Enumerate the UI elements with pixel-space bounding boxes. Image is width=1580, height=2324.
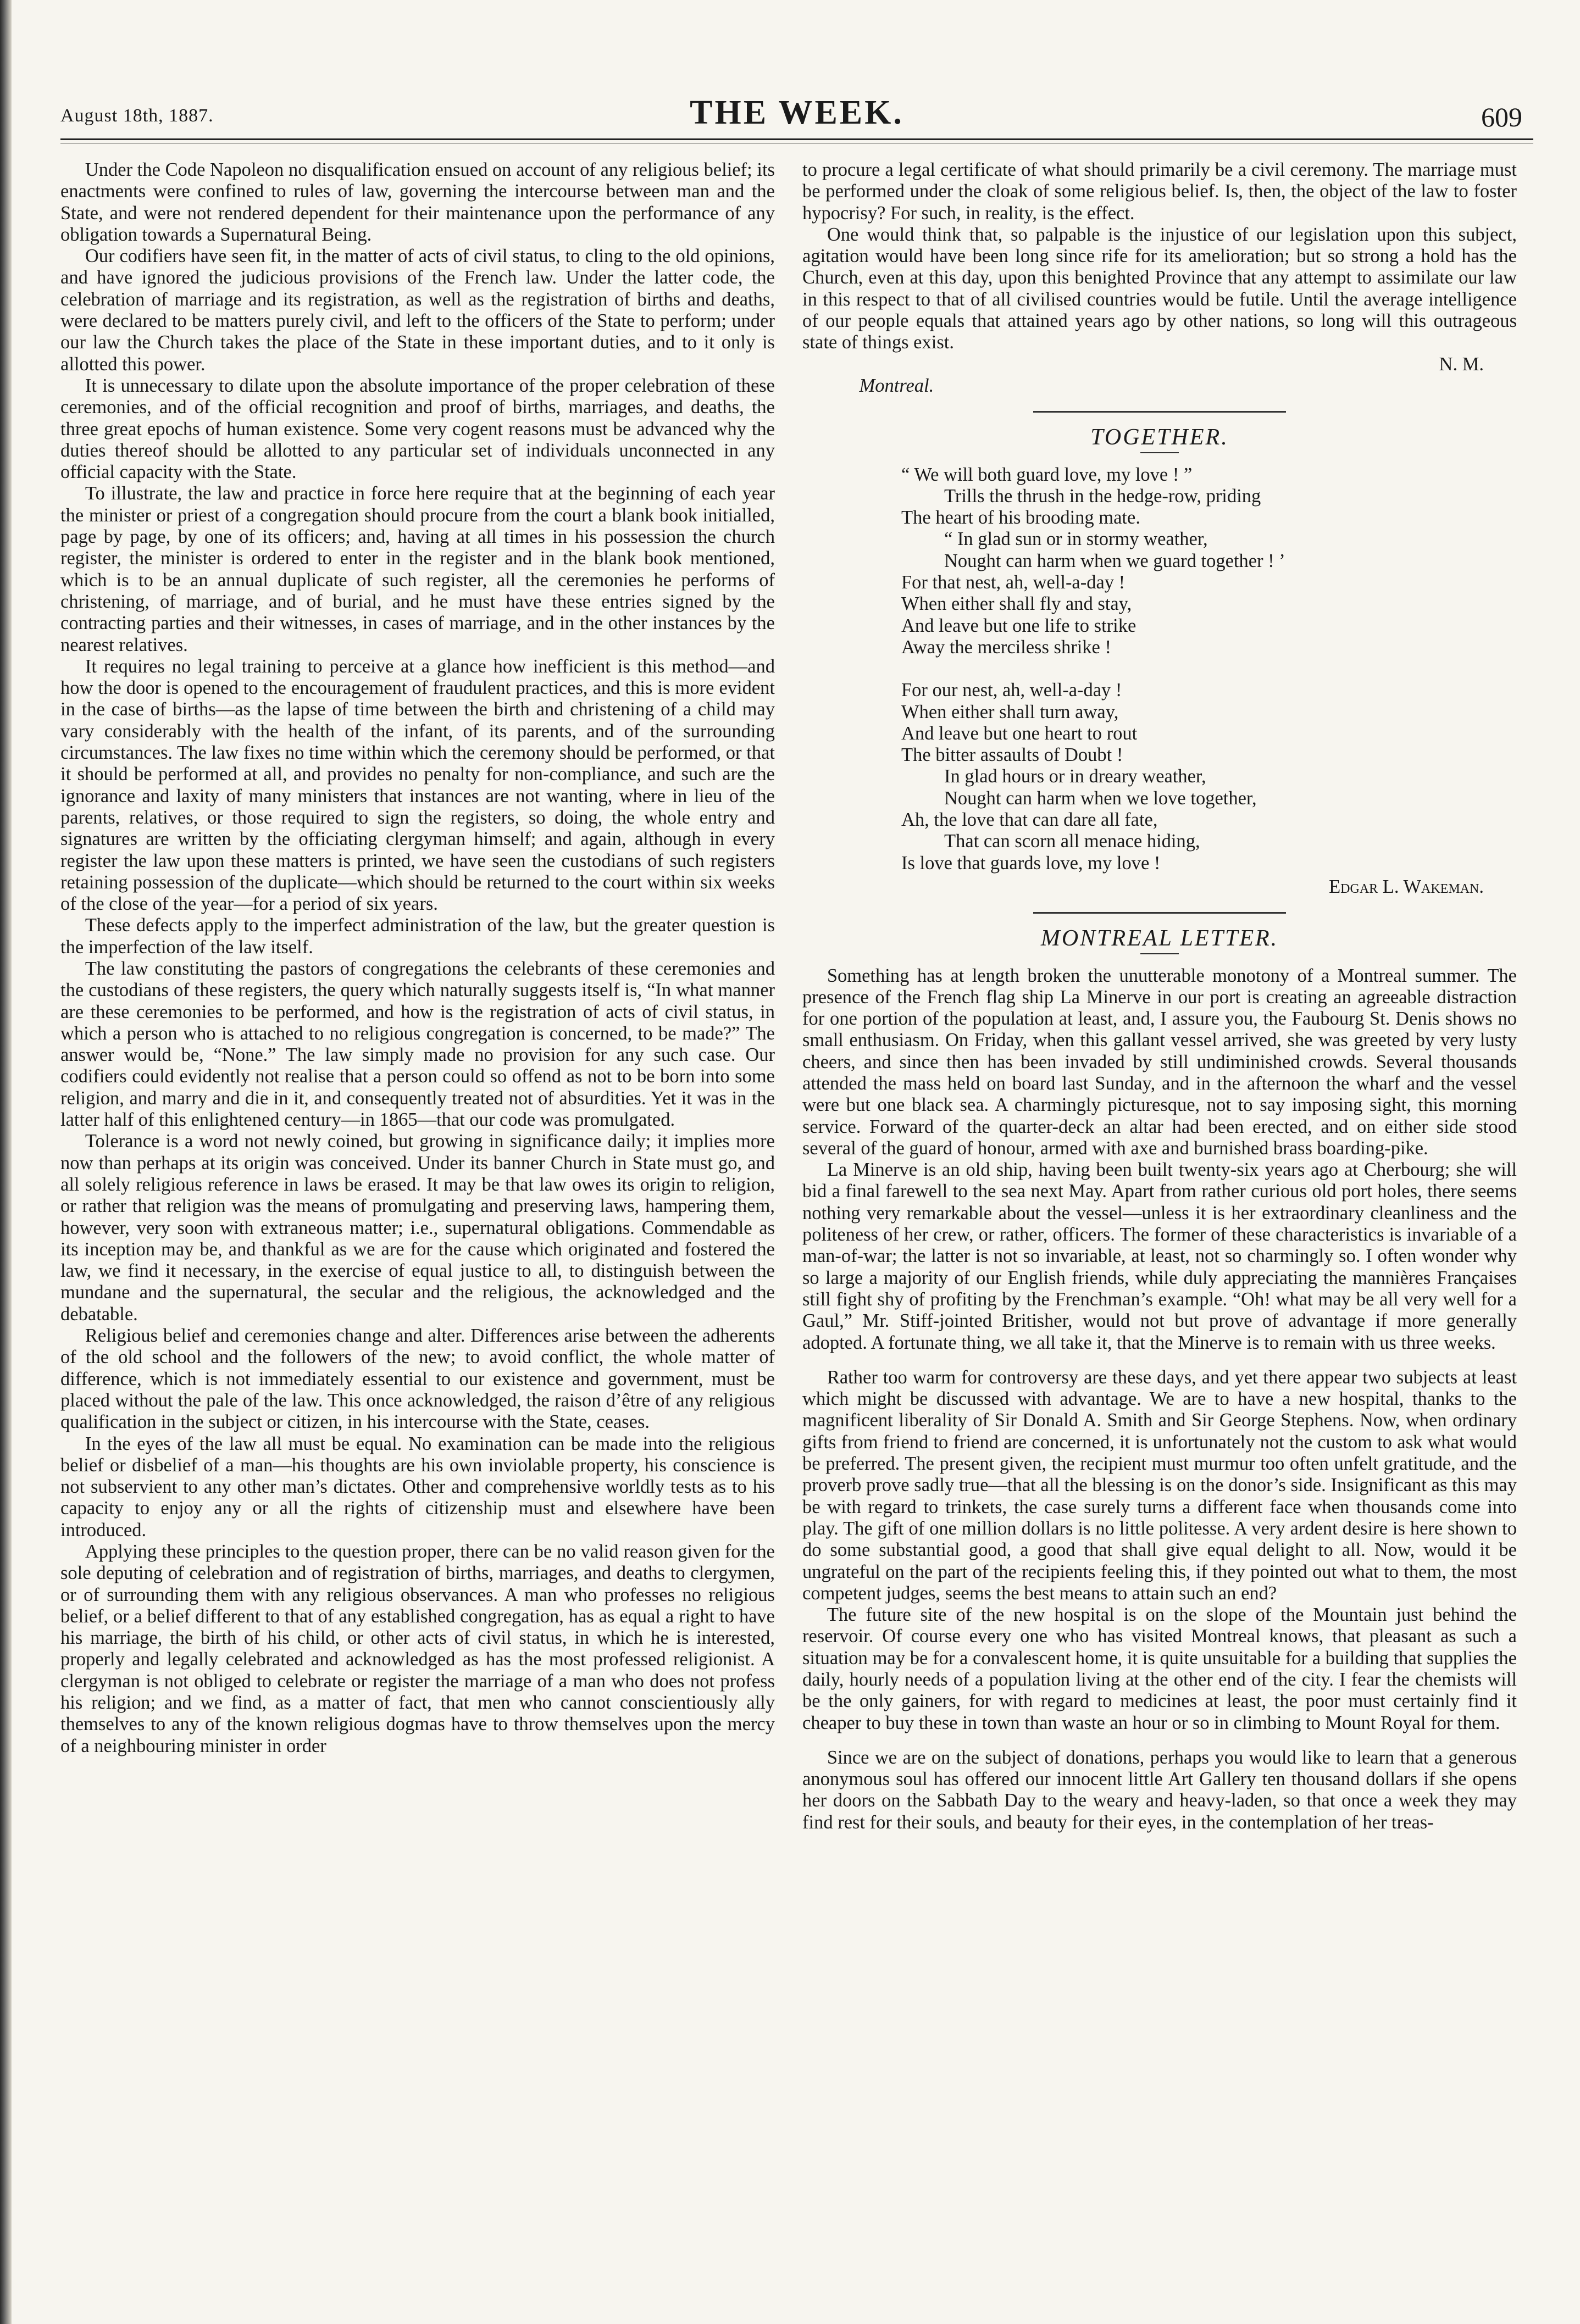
article-paragraph: Tolerance is a word not newly coined, but growing in significance daily; it implies more now than perhaps at its origin was conceived. Under its banner Church in State must go, and all solely religious reference in laws be erased. It may be that law owes its origin to religion, or rather that religion was the means of promulgating and preserving laws, hampering them, however, very soon with extraneous matter; i.e., supernatural obligations. Commendable as its inception may be, and thankful as we are for the cause which originated and fostered the law, we find it necessary, in the exercise of equal justice to all, to distinguish between the mundane and the supernatural, the secular and the religious, the acknowledged and the debatable. xyxy=(60,1131,775,1325)
page-header xyxy=(60,93,1533,143)
letter-paragraph: La Minerve is an old ship, having been built twenty-six years ago at Cherbourg; she will bid a final farewell to the sea next May. Apart from rather curious old port holes, there seems nothing very remarkable about the vessel—unless it is her extraordinary cleanliness and the politeness of her crew, or rather, officers. The former of these characteristics is invariable of a man-of-war; the latter is not so invariable, at least, not so charmingly so. I often wonder why so large a majority of our English friends, while duly appreciating the mannières Françaises still fight shy of profiting by the Frenchman’s example. “Oh! what may be all very well for a Gaul,” Mr. Stiff-jointed Britisher, would not but prove of advantage if more generally adopted. A fortunate thing, we all take it, that the Minerve is to remain with us three weeks. xyxy=(802,1159,1517,1353)
poem-line: Away the merciless shrike ! xyxy=(901,636,1111,658)
poem-title: TOGETHER. xyxy=(1090,425,1229,451)
page-binding-edge xyxy=(0,0,12,2324)
poem-line: The heart of his brooding mate. xyxy=(901,507,1140,529)
poem-line: Trills the thrush in the hedge-row, priding xyxy=(944,485,1261,507)
letter-paragraph: Something has at length broken the unutterable monotony of a Montreal summer. The presence of the French flag ship La Minerve in our port is creating an agreeable distraction for one portion of the population at least, and, I assure you, the Faubourg St. Denis shows no small enthusiasm. On Friday, when this gallant vessel arrived, she was greeted by very lusty cheers, and since then has been invaded by still undiminished crowds. Several thousands attended the mass held on board last Sunday, and in the afternoon the wharf and the vessel were but one black sea. A charmingly picturesque, not to say imposing sight, this morning service. Forward of the quarter-deck an altar had been erected, and on either side stood several of the guard of honour, armed with axe and burnished brass boarding-pike. xyxy=(802,965,1517,1159)
poem-line: “ We will both guard love, my love ! ” xyxy=(901,464,1193,485)
letter-paragraph: Since we are on the subject of donations, perhaps you would like to learn that a generous anonymous soul has offered our innocent little Art Gallery ten thousand dollars if she opens her doors on the Sabbath Day to the weary and heavy-laden, so that once a week they may find rest for their souls, and beauty for their eyes, in the contemplation of her treas- xyxy=(802,1747,1517,1833)
article-paragraph: Under the Code Napoleon no disqualification ensued on account of any religious belief; its enactments were confined to rules of law, governing the intercourse between man and the State, and were not rendered dependent for their maintenance upon the performance of any obligation towards a Supernatural Being. xyxy=(60,159,775,245)
left-column xyxy=(60,159,775,1757)
letter-paragraph: The future site of the new hospital is on the slope of the Mountain just behind the reservoir. Of course every one who has visited Montreal knows, that pleasant as such a situation may be for a convalescent home, it is quite unsuitable for a building that supplies the daily, hourly needs of a population living at the other end of the city. I fear the chemists will be the only gainers, for with regard to medicines at least, the poor must certainly find it cheaper to buy these in town than waste an hour or so in climbing to Mount Royal for them. xyxy=(802,1604,1517,1733)
publication-title: THE WEEK. xyxy=(690,94,904,131)
article-paragraph: It is unnecessary to dilate upon the absolute importance of the proper celebration of these ceremonies, and of the official recognition and proof of births, marriages, and deaths, the three great epochs of human existence. Some very cogent reasons must be advanced why the duties thereof should be allotted to any particular set of individuals unconnected in any official capacity with the State. xyxy=(60,375,775,483)
poem-stanza xyxy=(901,464,1517,659)
title-underline xyxy=(1140,953,1179,954)
letter-body xyxy=(802,965,1517,1834)
article-paragraph: The law constituting the pastors of congregations the celebrants of these ceremonies and the custodians of these registers, the query which naturally suggests itself is, “In what manner are these ceremonies to be performed, and how is the registration of acts of civil status, in which a person who is attached to no religious congregation is concerned, to be made?” The answer would be, “None.” The law simply made no provision for any such case. Our codifiers could evidently not realise that a person could so offend as not to be born into some religion, and marry and die in it, and consequently treated not of absurdities. Yet it was in the latter half of this enlightened century—in 1865—that our code was promulgated. xyxy=(60,958,775,1131)
poem-line: That can scorn all menace hiding, xyxy=(944,831,1200,852)
poem-line: “ In glad sun or in stormy weather, xyxy=(944,529,1208,550)
issue-date: August 18th, 1887. xyxy=(60,105,214,126)
poem-line: Ah, the love that can dare all fate, xyxy=(901,809,1158,831)
poem-line: For our nest, ah, well-a-day ! xyxy=(901,680,1122,701)
article-closing-paragraph: One would think that, so palpable is the injustice of our legislation upon this subject, agitation would have been long since rife for its amelioration; but so strong a hold has the Church, even at this day, upon this benighted Province that any attempt to assimilate our law in this respect to that of all civilised countries would be futile. Until the average intelligence of our people equals that attained years ago by other nations, so long will this outrageous state of things exist. xyxy=(802,224,1517,353)
poem-line: And leave but one heart to rout xyxy=(901,722,1138,744)
section-divider xyxy=(1033,912,1286,914)
poem-line: And leave but one life to strike xyxy=(901,615,1137,636)
article-paragraph: Religious belief and ceremonies change and alter. Differences arise between the adherents of the old school and the followers of the new; to avoid conflict, the whole matter of difference, which is not immediately essential to our existence and government, must be placed without the pale of the law. This once acknowledged, the raison d’être of any religious qualification in the subject or citizen, in his intercourse with the State, ceases. xyxy=(60,1325,775,1433)
article-paragraph: It requires no legal training to perceive at a glance how inefficient is this method—and how the door is opened to the encouragement of fraudulent practices, and this is more evident in the case of births—as the lapse of time between the birth and christening of a child may vary considerably with the health of the infant, of its parents, and of the surrounding circumstances. The law fixes no time within which the ceremony should be performed, or that it should be performed at all, and provides no penalty for non-compliance, and such are the ignorance and laxity of many ministers that instances are not wanting, where in lieu of the parents, relatives, or those required to sign the registers, so doing, the whole entry and signatures are written by the officiating clergyman himself; and again, although in every register the law upon these matters is printed, we have seen the custodians of such registers retaining possession of the duplicate—which should be returned to the court within six weeks of the close of the year—for a period of six years. xyxy=(60,655,775,915)
poem-line: Is love that guards love, my love ! xyxy=(901,852,1161,874)
poem-author: Edgar L. Wakeman. xyxy=(1329,876,1484,897)
poem-line: For that nest, ah, well-a-day ! xyxy=(901,572,1126,593)
poem-line: When either shall fly and stay, xyxy=(901,593,1132,615)
section-divider xyxy=(1033,411,1286,413)
article-continuation: to procure a legal certificate of what should primarily be a civil ceremony. The marriage must be performed under the cloak of some religious belief. Is, then, the object of the law to foster hypocrisy? For such, in reality, is the effect. xyxy=(802,159,1517,224)
poem-line: When either shall turn away, xyxy=(901,701,1119,722)
title-underline xyxy=(1140,452,1179,453)
poem-line: Nought can harm when we guard together ! ’ xyxy=(944,550,1285,571)
poem-line: Nought can harm when we love together, xyxy=(944,787,1257,809)
article-paragraph: Our codifiers have seen fit, in the matter of acts of civil status, to cling to the old opinions, and have ignored the judicious provisions of the French law. Under the latter code, the celebration of marriage and its registration, as well as the registration of births and deaths, were declared to be matters purely civil, and left to the officers of the State to perform; under our law the Church takes the place of the State in these important duties, and to it only is allotted this power. xyxy=(60,246,775,375)
article-paragraph: Applying these principles to the question proper, there can be no valid reason given for the sole deputing of celebration and of registration of births, marriages, and deaths to clergymen, or of surrounding them with any religious observances. A man who professes no religious belief, or a belief different to that of any established congregation, has as equal a right to have his marriage, the birth of his child, or other acts of civil status, in which he is interested, properly and legally celebrated and acknowledged as has the most professed religionist. A clergyman is not obliged to celebrate or register the marriage of a man who does not profess his religion; and we find, as a matter of fact, that men who cannot conscientiously ally themselves to any of the known religious dogmas have to throw themselves upon the mercy of a neighbouring minister in order xyxy=(60,1541,775,1756)
poem-line: The bitter assaults of Doubt ! xyxy=(901,744,1123,766)
page-number: 609 xyxy=(1481,102,1522,132)
article-paragraph: In the eyes of the law all must be equal. No examination can be made into the religious belief or disbelief of a man—his thoughts are his own inviolable property, his conscience is not subservient to any other man’s dictates. Other and comprehensive worldly tests as to his capacity to enjoy any or all the rights of citizenship must and elsewhere have been introduced. xyxy=(60,1433,775,1541)
header-rule xyxy=(60,138,1533,140)
letter-title: MONTREAL LETTER. xyxy=(1040,926,1279,952)
poem-line: In glad hours or in dreary weather, xyxy=(944,766,1206,787)
poem-stanza xyxy=(901,680,1517,874)
article-paragraph: These defects apply to the imperfect administration of the law, but the greater question is the imperfection of the law itself. xyxy=(60,915,775,958)
dateline-place: Montreal. xyxy=(859,375,934,396)
poem-body xyxy=(802,464,1517,874)
letter-paragraph: Rather too warm for controversy are these days, and yet there appear two subjects at least which might be discussed with advantage. We are to have a new hospital, thanks to the magnificent liberality of Sir Donald A. Smith and Sir George Stephens. Now, when ordinary gifts from friend to friend are concerned, it is unfortunately not the custom to ask what would be preferred. The present given, the recipient must murmur too often unfelt gratitude, and the proverb prove sadly true—that all the blessing is on the donor’s side. Insignificant as this may be with regard to trinkets, the case surely turns a different face when thousands come into play. The gift of one million dollars is no little politesse. A very ardent desire is here shown to do some substantial good, a good that shall give equal delight to all. Now, would it be ungrateful on the part of the recipients feeling this, if they pointed out what to them, the most competent judges, seems the best means to attain such an end? xyxy=(802,1366,1517,1604)
article-paragraph: To illustrate, the law and practice in force here require that at the beginning of each year the minister or priest of a congregation should procure from the court a blank book initialled, page by page, by one of its officers; and, having at all times in his possession the church register, the minister is ordered to enter in the register and in the blank book mentioned, which is to be an annual duplicate of such register, all the ceremonies he performs of christening, of marriage, and of burial, and he must have these entries signed by the contracting parties and their witnesses, in cases of marriage, and in the other instances by the nearest relatives. xyxy=(60,483,775,655)
article-signature: N. M. xyxy=(1439,353,1484,375)
right-column xyxy=(802,159,1517,1833)
signature-line xyxy=(802,354,1517,375)
